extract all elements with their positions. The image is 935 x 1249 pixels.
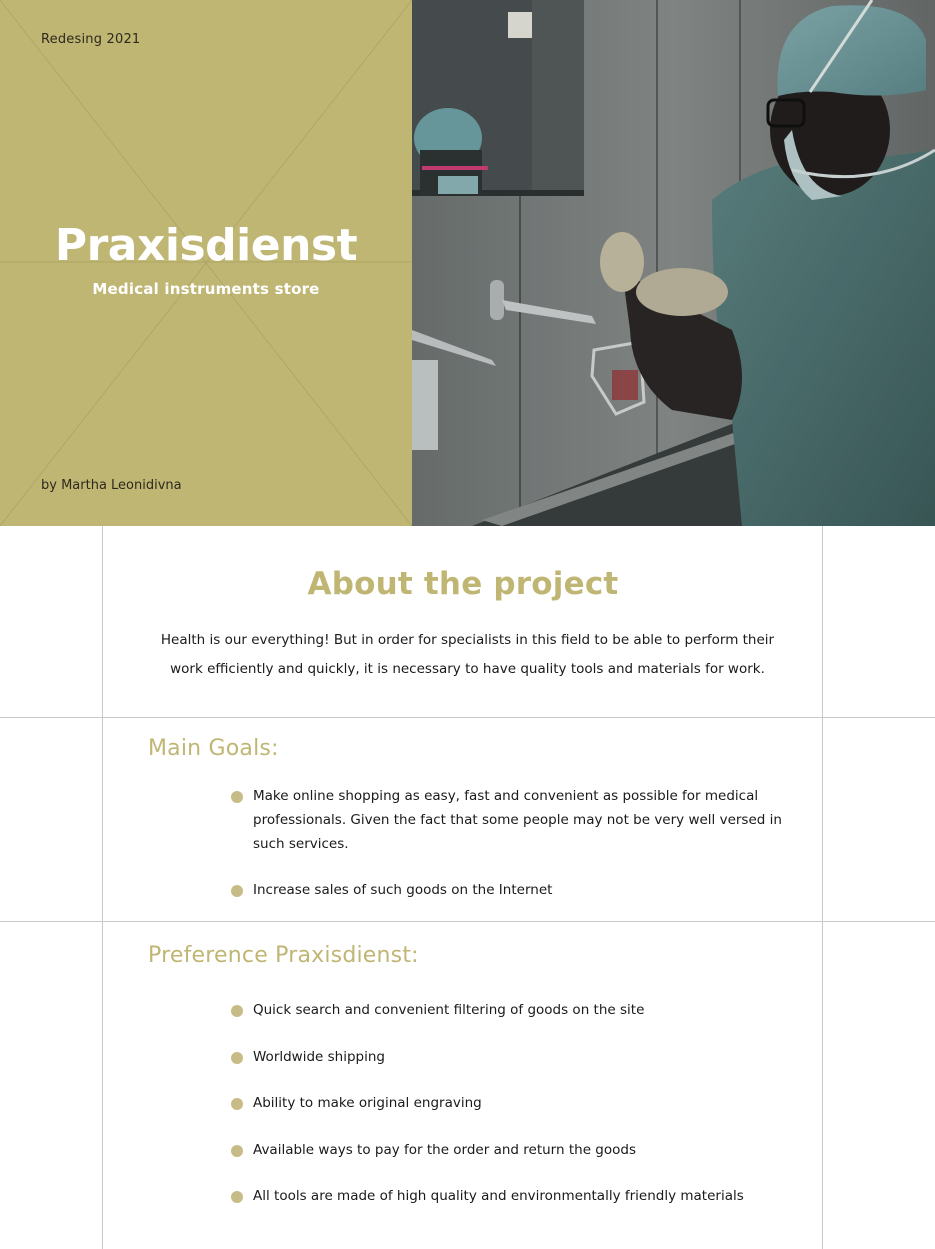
list-item — [231, 878, 811, 902]
list-item — [231, 1045, 811, 1069]
bullet-icon — [231, 885, 243, 897]
bullet-icon — [231, 1005, 243, 1017]
preference-text: Available ways to pay for the order and return the goods — [253, 1141, 636, 1158]
surgeon-photo-illustration — [412, 0, 935, 526]
preference-text: Worldwide shipping — [253, 1048, 386, 1065]
bullet-icon — [231, 1098, 243, 1110]
grid-line-right — [822, 526, 823, 1249]
list-item — [231, 998, 811, 1022]
goals-title: Main Goals: — [148, 736, 279, 761]
bullet-icon — [231, 1191, 243, 1203]
hero-photo — [412, 0, 935, 526]
grid-line-left — [102, 526, 103, 1249]
bullet-icon — [231, 791, 243, 803]
hero-subtitle: Medical instruments store — [92, 280, 320, 298]
list-item — [231, 1184, 811, 1208]
preference-text: All tools are made of high quality and environmentally friendly materials — [253, 1188, 744, 1204]
hero-section — [0, 0, 935, 526]
goal-text: Increase sales of such goods on the Internet — [253, 882, 553, 898]
preference-text: Ability to make original engraving — [253, 1095, 482, 1111]
hero-panel — [0, 0, 412, 526]
list-item — [231, 784, 811, 856]
goals-list — [231, 784, 811, 924]
bullet-icon — [231, 1145, 243, 1157]
list-item — [231, 1138, 811, 1162]
bullet-icon — [231, 1052, 243, 1064]
goal-text: Make online shopping as easy, fast and convenient as possible for medical professionals. Given the fact that some people may not be very well versed in such services. — [253, 788, 782, 852]
author-credit: by Martha Leonidivna — [41, 478, 182, 493]
about-text: Health is our everything! But in order for specialists in this field to be able to perform their work efficiently and quickly, it is necessary to have quality tools and materials for work. — [160, 632, 775, 677]
list-item — [231, 1091, 811, 1115]
preferences-list — [231, 998, 811, 1231]
divider-about-goals — [0, 717, 935, 718]
preferences-title: Preference Praxisdienst: — [148, 943, 419, 968]
preference-text: Quick search and convenient filtering of goods on the site — [253, 1002, 645, 1018]
about-title: About the project — [307, 566, 619, 602]
hero-title: Praxisdienst — [54, 220, 358, 271]
redesign-label: Redesing 2021 — [41, 32, 141, 47]
